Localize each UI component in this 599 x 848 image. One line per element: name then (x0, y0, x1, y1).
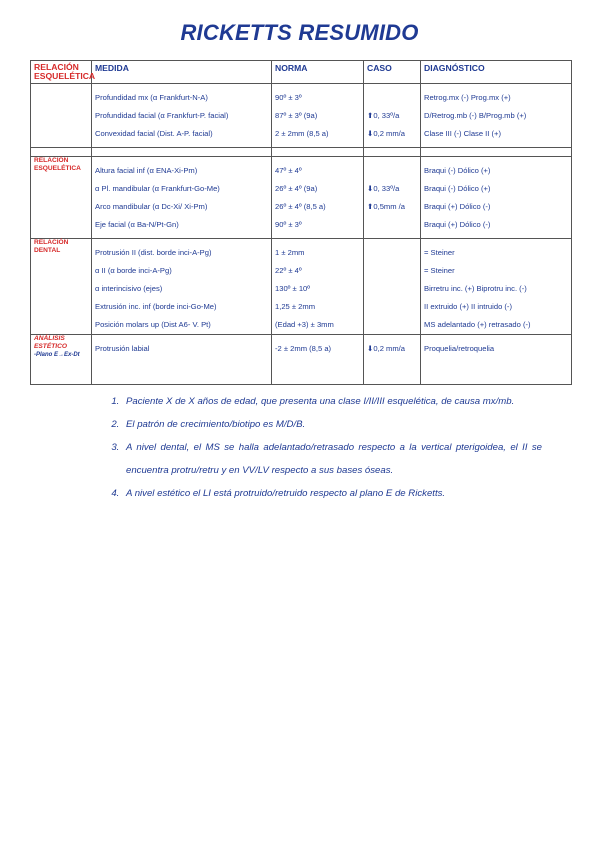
column-caso (364, 157, 421, 239)
column-diagnostico (421, 335, 572, 385)
medida-cell: α interincisivo (ejes) (95, 284, 163, 293)
caso-cell (367, 216, 417, 234)
caso-cell (367, 316, 417, 334)
norma-cell: -2 ± 2mm (8,5 a) (275, 344, 332, 353)
diagnostico-cell: Braqui (+) Dólico (-) (424, 220, 491, 229)
column-norma (272, 84, 364, 148)
section-label (31, 84, 92, 148)
table-header-row (31, 61, 572, 84)
norma-cell: 47º ± 4º (275, 166, 302, 175)
section-label (31, 157, 92, 239)
caso-cell (367, 244, 417, 262)
column-caso (364, 335, 421, 385)
caso-cell (367, 298, 417, 316)
column-norma (272, 335, 364, 385)
column-caso (364, 239, 421, 335)
medida-cell: Altura facial inf (α ENA-Xi-Pm) (95, 166, 198, 175)
header-diagnostico: DIAGNÓSTICO (421, 61, 572, 84)
diagnostico-cell: = Steiner (424, 266, 455, 275)
section-note: -Plano E→Ex-Dt (34, 352, 80, 358)
norma-cell: 2 ± 2mm (8,5 a) (275, 129, 329, 138)
table-group-row (31, 239, 572, 335)
diagnostico-cell: Clase III (-) Clase II (+) (424, 129, 502, 138)
caso-cell (367, 89, 417, 107)
diagnostico-cell: Braqui (-) Dólico (+) (424, 184, 491, 193)
caso-cell: ⬇0, 33º/a (367, 184, 400, 193)
section-label-text: RELACIÓN DENTAL (34, 239, 69, 254)
medida-cell: Protrusión II (dist. borde inci-A-Pg) (95, 248, 212, 257)
header-norma: NORMA (272, 61, 364, 84)
diagnostico-cell: II extruido (+) II intruido (-) (424, 302, 512, 311)
norma-cell: 26º ± 4º (9a) (275, 184, 318, 193)
norma-cell: 1 ± 2mm (275, 248, 305, 257)
ricketts-table (30, 60, 572, 385)
column-medida (92, 239, 272, 335)
caso-cell (367, 262, 417, 280)
norma-cell: 90º ± 3º (275, 93, 302, 102)
section-label-text: ANÁLISIS ESTÉTICO (34, 335, 67, 350)
section-label (31, 239, 92, 335)
header-medida: MEDIDA (92, 61, 272, 84)
column-caso (364, 84, 421, 148)
summary-note-item: 2. El patrón de crecimiento/biotipo es M/D/B. (122, 413, 542, 436)
summary-note-item: 3. A nivel dental, el MS se halla adelantado/retrasado respecto a la vertical pterigoidea, el II se encuentra protru/retru y en VV/LV respecto a sus bases óseas. (122, 436, 542, 482)
norma-cell: 22º ± 4º (275, 266, 302, 275)
diagnostico-cell: Birretru inc. (+) Biprotru inc. (-) (424, 284, 527, 293)
norma-cell: 130º ± 10º (275, 284, 311, 293)
norma-cell: (Edad +3) ± 3mm (275, 320, 334, 329)
summary-note-item: 4. A nivel estético el LI está protruido/retruido respecto al plano E de Ricketts. (122, 482, 542, 505)
medida-cell: Profundidad facial (α Frankfurt-P. facial) (95, 111, 229, 120)
column-norma (272, 157, 364, 239)
column-norma (272, 239, 364, 335)
medida-cell: α Pl. mandibular (α Frankfurt-Go-Me) (95, 184, 220, 193)
diagnostico-cell: D/Retrog.mb (-) B/Prog.mb (+) (424, 111, 527, 120)
diagnostico-cell: Braqui (-) Dólico (+) (424, 166, 491, 175)
page-title: RICKETTS RESUMIDO (180, 20, 419, 45)
caso-cell: ⬇0,2 mm/a (367, 344, 406, 353)
medida-cell: Eje facial (α Ba-N/Pt-Gn) (95, 220, 179, 229)
diagnostico-cell: Retrog.mx (-) Prog.mx (+) (424, 93, 511, 102)
table-body (31, 84, 572, 385)
diagnostico-cell: Proquelia/retroquelia (424, 344, 495, 353)
column-diagnostico (421, 157, 572, 239)
norma-cell: 90º ± 3º (275, 220, 302, 229)
column-diagnostico (421, 84, 572, 148)
column-medida (92, 157, 272, 239)
diagnostico-cell: = Steiner (424, 248, 455, 257)
caso-cell (367, 280, 417, 298)
norma-cell: 1,25 ± 2mm (275, 302, 316, 311)
caso-cell (367, 162, 417, 180)
column-medida (92, 84, 272, 148)
diagnostico-cell: Braqui (+) Dólico (-) (424, 202, 491, 211)
medida-cell: Extrusión inc. inf (borde inci-Go-Me) (95, 302, 217, 311)
medida-cell: Profundidad mx (α Frankfurt-N-A) (95, 93, 208, 102)
summary-notes-list (100, 390, 542, 505)
table-group-row (31, 335, 572, 385)
medida-cell: Posición molars up (Dist A6- V. Pt) (95, 320, 211, 329)
section-label (31, 335, 92, 385)
caso-cell: ⬆0, 33º/a (367, 111, 400, 120)
table-group-row (31, 84, 572, 148)
table-group-row (31, 157, 572, 239)
norma-cell: 26º ± 4º (8,5 a) (275, 202, 326, 211)
medida-cell: Protrusión labial (95, 344, 150, 353)
section-label-text: RELACIÓN ESQUELÉTICA (34, 157, 81, 172)
caso-cell: ⬇0,2 mm/a (367, 129, 406, 138)
header-caso: CASO (364, 61, 421, 84)
spacer-row (31, 148, 572, 157)
diagnostico-cell: MS adelantado (+) retrasado (-) (424, 320, 531, 329)
medida-cell: Convexidad facial (Dist. A-P. facial) (95, 129, 213, 138)
column-diagnostico (421, 239, 572, 335)
column-medida (92, 335, 272, 385)
medida-cell: α II (α borde inci-A-Pg) (95, 266, 172, 275)
summary-note-item: 1. Paciente X de X años de edad, que presenta una clase I/II/III esquelética, de causa mx/mb. (122, 390, 542, 413)
header-section: RELACIÓN ESQUELÉTICA (31, 61, 92, 84)
caso-cell: ⬆0,5mm /a (367, 202, 406, 211)
norma-cell: 87º ± 3º (9a) (275, 111, 318, 120)
medida-cell: Arco mandibular (α Dc-Xi/ Xi-Pm) (95, 202, 208, 211)
